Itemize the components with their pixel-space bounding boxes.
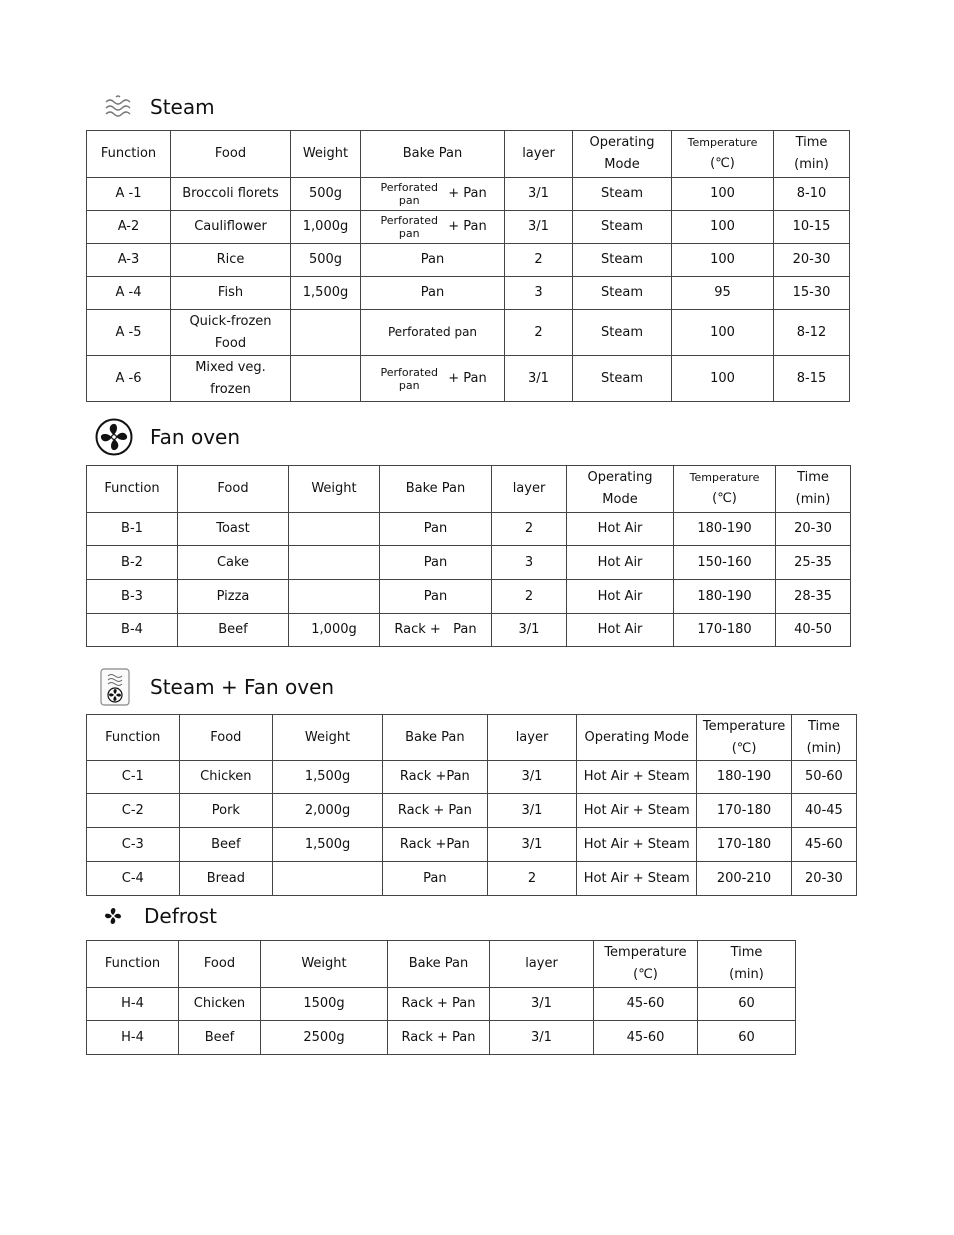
table-header-row [87, 466, 851, 513]
cell-temp: 100 [672, 356, 774, 402]
cell-temp: 150-160 [674, 546, 776, 580]
steam-fan-icon [100, 668, 130, 706]
pan-left: Perforated pan [380, 214, 438, 240]
cell-function: B-3 [87, 580, 178, 614]
cell-food: Fish [171, 277, 291, 310]
cell-layer: 3 [492, 546, 567, 580]
header-bake-pan: Bake Pan [361, 131, 505, 178]
cell-time: 20-30 [774, 244, 850, 277]
table-row [87, 513, 851, 546]
cell-temp: 100 [672, 310, 774, 356]
cell-mode: Hot Air [567, 546, 674, 580]
table-row [87, 828, 857, 862]
cell-weight: 500g [291, 244, 361, 277]
cell-weight [289, 580, 380, 614]
header-time [776, 466, 851, 513]
table-row [87, 794, 857, 828]
fan-icon [95, 418, 133, 456]
cell-food: Bread [179, 862, 273, 896]
header-bake-pan: Bake Pan [382, 715, 487, 761]
cell-temp: 100 [672, 178, 774, 211]
cell-layer: 2 [492, 580, 567, 614]
header-function: Function [87, 466, 178, 513]
cell-bake-pan [361, 211, 505, 244]
header-temperature-label: Temperature [689, 471, 760, 484]
cell-function: C-3 [87, 828, 180, 862]
cell-food: Toast [178, 513, 289, 546]
cell-mode: Hot Air + Steam [577, 761, 697, 794]
cell-temp: 180-190 [697, 761, 792, 794]
cell-time: 60 [698, 988, 796, 1021]
cell-weight [273, 862, 383, 896]
cell-mode: Steam [573, 356, 672, 402]
steam-table [86, 130, 850, 402]
fan-section-title [95, 418, 240, 456]
cell-time: 50-60 [791, 761, 856, 794]
header-temperature [672, 131, 774, 178]
header-temperature-unit: (℃) [633, 967, 658, 982]
steamfan-title: Steam + Fan oven [150, 675, 335, 699]
table-row [87, 356, 850, 402]
header-temperature-label: Temperature [604, 945, 687, 960]
header-mode: Mode [602, 492, 638, 507]
cell-weight [291, 310, 361, 356]
cell-mode: Hot Air + Steam [577, 862, 697, 896]
cell-temp: 100 [672, 211, 774, 244]
cell-food: Broccoli florets [171, 178, 291, 211]
cell-layer: 3/1 [490, 1021, 594, 1055]
cell-function: H-4 [87, 988, 179, 1021]
table-row [87, 546, 851, 580]
cell-function: B-1 [87, 513, 178, 546]
header-operating: Operating [587, 470, 653, 485]
fan-title: Fan oven [150, 425, 241, 449]
cell-mode: Steam [573, 211, 672, 244]
food-line-2: Food [214, 335, 247, 351]
cell-function: A -1 [87, 178, 171, 211]
header-time-unit: (min) [794, 157, 829, 172]
table-row [87, 614, 851, 647]
cell-weight: 1,500g [291, 277, 361, 310]
header-operating-mode [573, 131, 672, 178]
defrost-title: Defrost [144, 904, 218, 928]
cell-weight: 1,500g [273, 828, 383, 862]
cell-food: Chicken [179, 761, 273, 794]
header-food: Food [178, 466, 289, 513]
table-row [87, 211, 850, 244]
cell-weight: 1500g [261, 988, 388, 1021]
cell-bake-pan: Perforated pan [361, 310, 505, 356]
cell-time: 15-30 [774, 277, 850, 310]
table-header-row [87, 715, 857, 761]
cell-food: Beef [179, 1021, 261, 1055]
cell-food [171, 356, 291, 402]
table-header-row [87, 941, 796, 988]
cell-time: 45-60 [791, 828, 856, 862]
cell-temp: 95 [672, 277, 774, 310]
cell-mode: Hot Air + Steam [577, 828, 697, 862]
table-row [87, 1021, 796, 1055]
cell-bake-pan: Rack + Pan [388, 988, 490, 1021]
cell-bake-pan: Rack +Pan [382, 761, 487, 794]
cell-time: 28-35 [776, 580, 851, 614]
cell-function: A -6 [87, 356, 171, 402]
steam-title: Steam [150, 95, 215, 119]
header-temperature [594, 941, 698, 988]
header-time-unit: (min) [806, 740, 842, 756]
cell-function: H-4 [87, 1021, 179, 1055]
cell-mode: Hot Air [567, 580, 674, 614]
cell-food: Chicken [179, 988, 261, 1021]
cell-food: Beef [178, 614, 289, 647]
header-temperature-unit: (℃) [710, 156, 735, 171]
cell-food: Pizza [178, 580, 289, 614]
header-temperature-unit: (℃) [731, 740, 757, 756]
cell-function: B-4 [87, 614, 178, 647]
cell-layer: 3/1 [505, 211, 573, 244]
cell-temp: 170-180 [697, 794, 792, 828]
cell-layer: 3 [505, 277, 573, 310]
food-line-1: Quick-frozen [189, 313, 272, 329]
cell-mode: Hot Air [567, 513, 674, 546]
cell-temp: 200-210 [697, 862, 792, 896]
cell-time: 8-10 [774, 178, 850, 211]
cell-mode: Steam [573, 178, 672, 211]
header-temperature [697, 715, 792, 761]
cell-temp: 180-190 [674, 580, 776, 614]
cell-function: C-1 [87, 761, 180, 794]
header-time-label: Time [797, 470, 829, 485]
cell-bake-pan: Rack + Pan [382, 794, 487, 828]
header-operating-mode: Operating Mode [577, 715, 697, 761]
cell-food: Cake [178, 546, 289, 580]
cell-function: B-2 [87, 546, 178, 580]
cell-temp: 170-180 [697, 828, 792, 862]
header-bake-pan: Bake Pan [388, 941, 490, 988]
header-time [774, 131, 850, 178]
cell-layer: 3/1 [487, 828, 577, 862]
cell-bake-pan: Pan [380, 580, 492, 614]
header-function: Function [87, 131, 171, 178]
cell-bake-pan: Pan [361, 277, 505, 310]
cell-weight: 2,000g [273, 794, 383, 828]
steamfan-table [86, 714, 857, 896]
cell-weight: 1,000g [289, 614, 380, 647]
defrost-fan-icon [104, 907, 122, 925]
steam-section-title [104, 94, 215, 120]
cell-food: Rice [171, 244, 291, 277]
food-line-2: frozen [210, 381, 251, 397]
header-food: Food [179, 941, 261, 988]
cell-time: 20-30 [776, 513, 851, 546]
table-row [87, 761, 857, 794]
header-time [698, 941, 796, 988]
cell-bake-pan: Rack +Pan [382, 828, 487, 862]
steam-icon [104, 94, 134, 120]
header-function: Function [87, 715, 180, 761]
cell-food [171, 310, 291, 356]
header-temperature-label: Temperature [702, 718, 786, 734]
header-time-label: Time [730, 945, 763, 960]
cell-mode: Hot Air [567, 614, 674, 647]
header-function: Function [87, 941, 179, 988]
header-time [791, 715, 856, 761]
cell-time: 40-45 [791, 794, 856, 828]
pan-right: + Pan [448, 370, 487, 386]
cell-weight: 1,500g [273, 761, 383, 794]
cell-layer: 3/1 [505, 178, 573, 211]
table-row [87, 244, 850, 277]
cell-layer: 2 [487, 862, 577, 896]
cell-layer: 2 [505, 244, 573, 277]
header-layer: layer [487, 715, 577, 761]
cell-layer: 3/1 [487, 794, 577, 828]
table-row [87, 988, 796, 1021]
cell-time: 40-50 [776, 614, 851, 647]
header-time-label: Time [795, 135, 828, 150]
cell-mode: Steam [573, 244, 672, 277]
cell-bake-pan: Rack + Pan [388, 1021, 490, 1055]
cell-food: Cauliflower [171, 211, 291, 244]
cell-layer: 3/1 [492, 614, 567, 647]
cell-function: A -4 [87, 277, 171, 310]
pan-left: Perforated pan [380, 181, 438, 207]
header-weight: Weight [273, 715, 383, 761]
cell-function: C-2 [87, 794, 180, 828]
header-time-label: Time [808, 718, 840, 734]
pan-right: + Pan [448, 186, 487, 201]
cell-function: C-4 [87, 862, 180, 896]
cell-weight: 500g [291, 178, 361, 211]
cell-weight: 1,000g [291, 211, 361, 244]
header-operating-mode [567, 466, 674, 513]
table-row [87, 310, 850, 356]
table-header-row [87, 131, 850, 178]
cell-food: Pork [179, 794, 273, 828]
header-layer: layer [505, 131, 573, 178]
cell-weight [289, 513, 380, 546]
cell-bake-pan [361, 356, 505, 402]
cell-time: 60 [698, 1021, 796, 1055]
header-time-unit: (min) [795, 492, 831, 507]
fan-table [86, 465, 851, 647]
header-mode: Mode [604, 157, 640, 172]
header-food: Food [179, 715, 273, 761]
food-line-1: Mixed veg. [195, 359, 266, 375]
cell-food: Beef [179, 828, 273, 862]
cell-function: A -5 [87, 310, 171, 356]
cell-bake-pan [361, 178, 505, 211]
cell-bake-pan: Pan [361, 244, 505, 277]
steamfan-section-title [100, 668, 334, 706]
pan-left: Perforated pan [380, 365, 438, 392]
header-time-unit: (min) [729, 967, 764, 982]
header-layer: layer [492, 466, 567, 513]
cell-temp: 180-190 [674, 513, 776, 546]
header-weight: Weight [261, 941, 388, 988]
header-temperature-unit: (℃) [712, 491, 737, 506]
header-food: Food [171, 131, 291, 178]
cell-mode: Steam [573, 310, 672, 356]
header-bake-pan: Bake Pan [380, 466, 492, 513]
cell-time: 20-30 [791, 862, 856, 896]
cell-weight: 2500g [261, 1021, 388, 1055]
cell-mode: Steam [573, 277, 672, 310]
header-weight: Weight [289, 466, 380, 513]
cell-layer: 2 [492, 513, 567, 546]
cell-temp: 170-180 [674, 614, 776, 647]
cell-function: A-2 [87, 211, 171, 244]
table-row [87, 580, 851, 614]
header-temperature [674, 466, 776, 513]
header-weight: Weight [291, 131, 361, 178]
cell-temp: 45-60 [594, 988, 698, 1021]
table-row [87, 178, 850, 211]
cell-bake-pan: Pan [382, 862, 487, 896]
cell-time: 25-35 [776, 546, 851, 580]
cell-weight [291, 356, 361, 402]
cell-layer: 3/1 [505, 356, 573, 402]
cell-bake-pan: Pan [380, 513, 492, 546]
cell-time: 10-15 [774, 211, 850, 244]
header-temperature-label: Temperature [687, 136, 758, 149]
cell-bake-pan: Rack + Pan [380, 614, 492, 647]
cell-layer: 3/1 [487, 761, 577, 794]
cell-bake-pan: Pan [380, 546, 492, 580]
header-layer: layer [490, 941, 594, 988]
header-operating: Operating [589, 135, 655, 150]
pan-right: + Pan [448, 219, 487, 234]
cell-function: A-3 [87, 244, 171, 277]
cell-temp: 100 [672, 244, 774, 277]
cell-mode: Hot Air + Steam [577, 794, 697, 828]
cell-temp: 45-60 [594, 1021, 698, 1055]
defrost-section-title [104, 904, 217, 928]
cell-layer: 3/1 [490, 988, 594, 1021]
cell-weight [289, 546, 380, 580]
cell-time: 8-15 [774, 356, 850, 402]
cell-time: 8-12 [774, 310, 850, 356]
table-row [87, 277, 850, 310]
defrost-table [86, 940, 796, 1055]
cell-layer: 2 [505, 310, 573, 356]
table-row [87, 862, 857, 896]
